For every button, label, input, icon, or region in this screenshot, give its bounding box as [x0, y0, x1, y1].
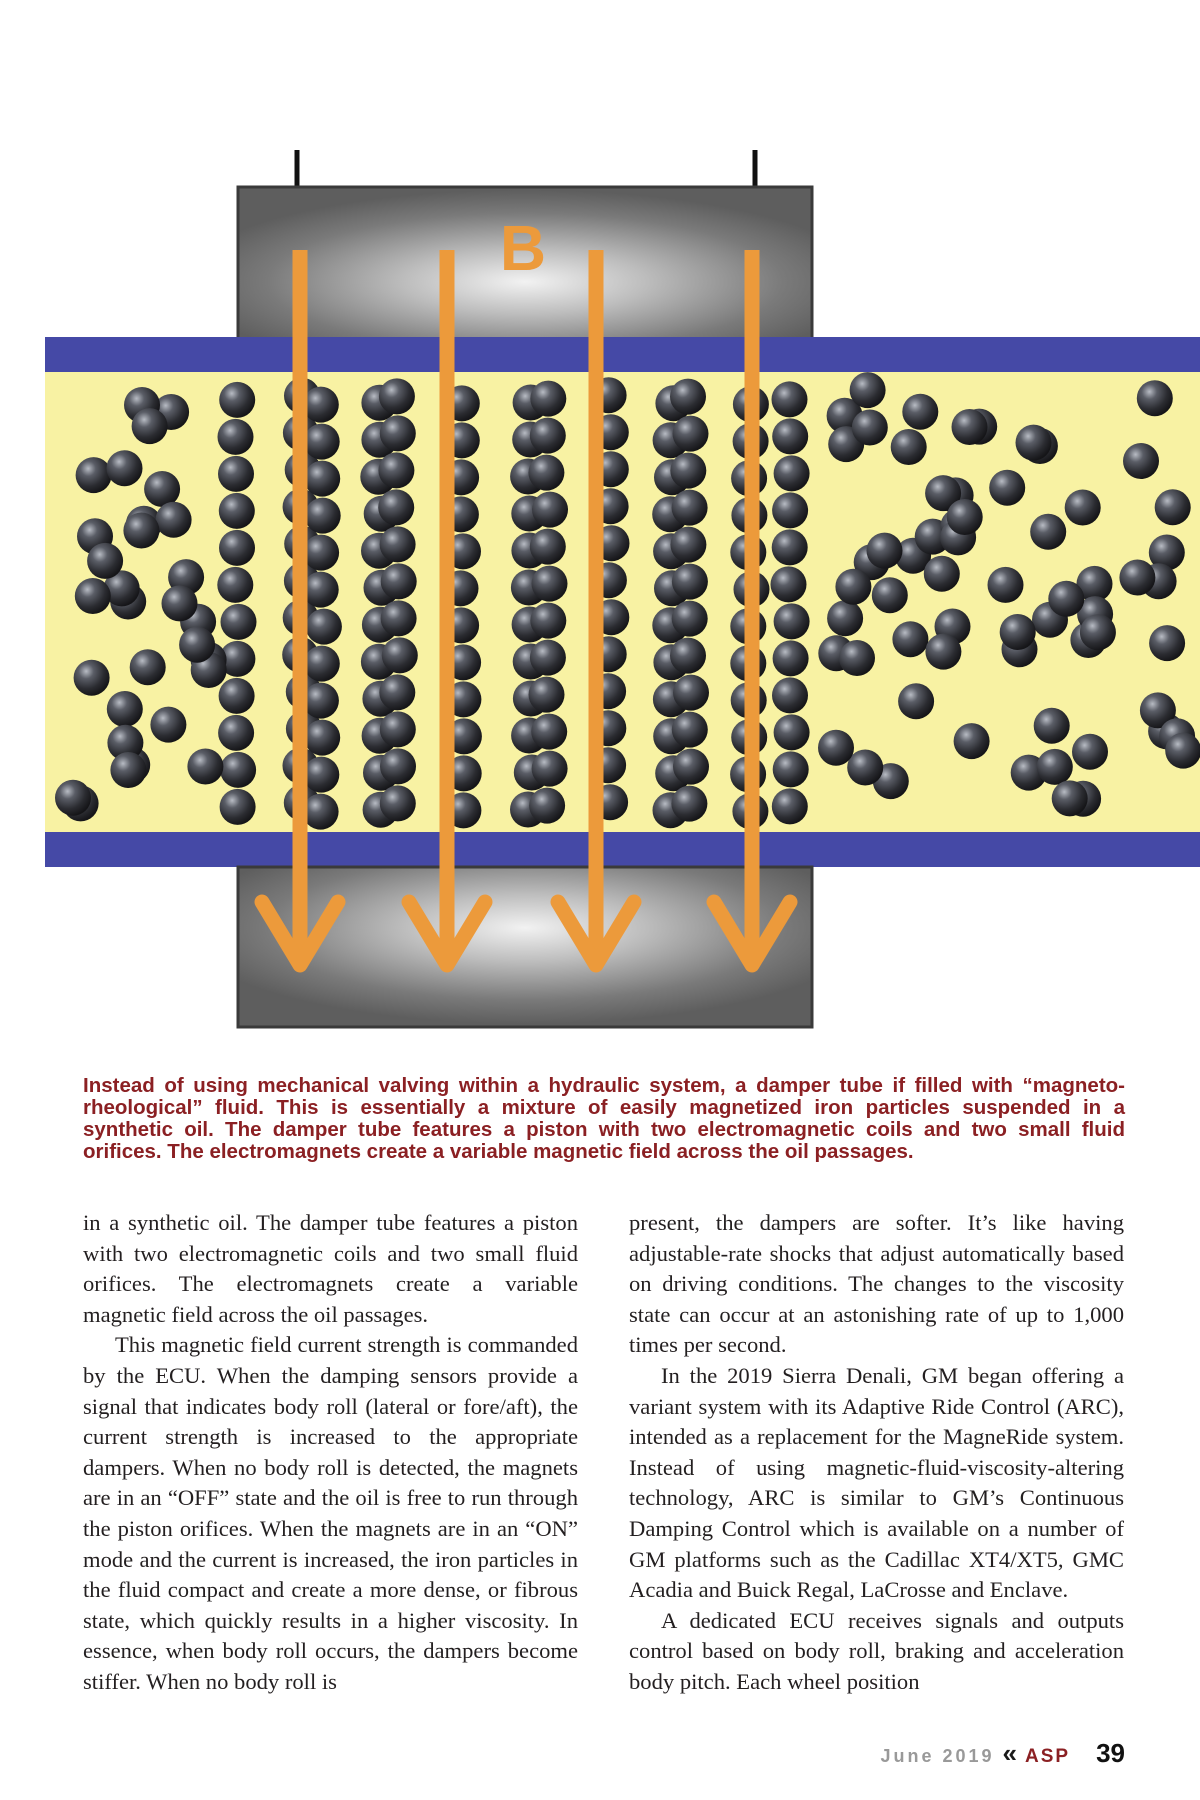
iron-particle: [827, 600, 863, 636]
iron-particle: [220, 789, 256, 825]
iron-particle: [179, 627, 215, 663]
iron-particle: [1072, 734, 1108, 770]
iron-particle: [532, 566, 568, 602]
iron-particle: [672, 490, 708, 526]
iron-particle: [187, 749, 223, 785]
iron-particle: [952, 409, 988, 445]
iron-particle: [988, 567, 1024, 603]
iron-particle: [75, 578, 111, 614]
iron-particle: [902, 394, 938, 430]
page-footer: [880, 1738, 1125, 1769]
iron-particle: [1034, 708, 1070, 744]
iron-particle: [532, 492, 568, 528]
iron-particle: [530, 418, 566, 454]
iron-particle: [774, 714, 810, 750]
iron-particle: [1048, 581, 1084, 617]
body-column-right: [629, 1208, 1124, 1698]
iron-particle: [1123, 443, 1159, 479]
iron-particle: [76, 457, 112, 493]
iron-particle: [162, 585, 198, 621]
iron-particle: [771, 566, 807, 602]
iron-particle: [671, 786, 707, 822]
iron-particle: [217, 567, 253, 603]
iron-particle: [531, 714, 567, 750]
iron-particle: [924, 556, 960, 592]
iron-particle: [672, 564, 708, 600]
iron-particle: [530, 529, 566, 565]
iron-particle: [847, 750, 883, 786]
iron-particle: [107, 691, 143, 727]
iron-particle: [218, 419, 254, 455]
iron-particle: [1052, 780, 1088, 816]
iron-particle: [673, 675, 709, 711]
iron-particle: [818, 730, 854, 766]
iron-particle: [772, 492, 808, 528]
iron-particle: [156, 502, 192, 538]
iron-particle: [872, 577, 908, 613]
iron-particle: [378, 489, 414, 525]
iron-particle: [123, 513, 159, 549]
iron-particle: [306, 609, 342, 645]
iron-particle: [219, 530, 255, 566]
iron-particle: [303, 794, 339, 830]
publication-name: ASP: [1025, 1746, 1071, 1767]
iron-particle: [670, 379, 706, 415]
iron-particle: [673, 749, 709, 785]
iron-particle: [1065, 490, 1101, 526]
iron-particle: [379, 378, 415, 414]
iron-particle: [144, 471, 180, 507]
iron-particle: [304, 424, 340, 460]
iron-particle: [74, 660, 110, 696]
iron-particle: [670, 453, 706, 489]
iron-particle: [892, 621, 928, 657]
magnetic-field-label: B: [499, 212, 547, 284]
iron-particle: [380, 711, 416, 747]
tube-wall-bottom: [45, 832, 1200, 867]
iron-particle: [1165, 733, 1200, 769]
iron-particle: [1037, 749, 1073, 785]
iron-particle: [925, 634, 961, 670]
iron-particle: [530, 603, 566, 639]
iron-particle: [989, 470, 1025, 506]
iron-particle: [380, 748, 416, 784]
iron-particle: [305, 498, 341, 534]
iron-particle: [303, 535, 339, 571]
iron-particle: [304, 461, 340, 497]
iron-particle: [530, 381, 566, 417]
iron-particle: [304, 720, 340, 756]
iron-particle: [382, 637, 418, 673]
iron-particle: [110, 752, 146, 788]
iron-particle: [773, 640, 809, 676]
iron-particle: [303, 757, 339, 793]
magnetorheological-damper-diagram: [0, 150, 1200, 1070]
iron-particle: [670, 638, 706, 674]
iron-particle: [774, 603, 810, 639]
body-column-left: [83, 1208, 578, 1698]
paragraph: in a synthetic oil. The damper tube features a piston with two electromagnetic coils and two small fluid orifices. The electromagnets create a variable magnetic field across the oil passages.: [83, 1210, 578, 1327]
iron-particle: [1137, 380, 1173, 416]
figure-caption: Instead of using mechanical valving within a hydraulic system, a damper tube if filled with “magneto-rheological” fluid. This is essentially a mixture of easily magnetized iron particles suspended in a synthetic oil. The damper tube features a piston with two electromagnetic coils and two small fluid orifices. The electromagnets create a variable magnetic field across the oil passages.: [83, 1074, 1125, 1163]
iron-particle: [380, 526, 416, 562]
iron-particle: [947, 499, 983, 535]
iron-particle: [1155, 489, 1191, 525]
iron-particle: [529, 788, 565, 824]
iron-particle: [673, 416, 709, 452]
iron-particle: [670, 527, 706, 563]
iron-particle: [378, 452, 414, 488]
iron-particle: [1080, 614, 1116, 650]
iron-particle: [87, 543, 123, 579]
iron-particle: [529, 677, 565, 713]
iron-particle: [150, 707, 186, 743]
iron-particle: [132, 408, 168, 444]
iron-particle: [1000, 614, 1036, 650]
iron-particle: [380, 415, 416, 451]
iron-particle: [773, 751, 809, 787]
iron-particle: [219, 382, 255, 418]
iron-particle: [218, 456, 254, 492]
iron-particle: [220, 752, 256, 788]
page-number: 39: [1096, 1738, 1125, 1768]
iron-particle: [772, 381, 808, 417]
iron-particle: [954, 723, 990, 759]
issue-date: June 2019: [880, 1746, 995, 1766]
iron-particle: [55, 780, 91, 816]
tube-wall-top: [45, 337, 1200, 372]
paragraph: In the 2019 Sierra Denali, GM began offering a variant system with its Adaptive Ride Control (ARC), intended as a replacement for the MagneRide system. Instead of using magnetic-fluid-viscosity-altering technology, ARC is similar to GM’s Continuous Damping Control which is available on a number of GM platforms such as the Cadillac XT4/XT5, GMC Acadia and Buick Regal, LaCrosse and Enclave.: [629, 1362, 1124, 1603]
iron-particle: [898, 683, 934, 719]
iron-particle: [380, 785, 416, 821]
iron-particle: [850, 372, 886, 408]
bottom-piston-coil: [238, 867, 812, 1027]
iron-particle: [303, 683, 339, 719]
iron-particle: [304, 646, 340, 682]
iron-particle: [1030, 514, 1066, 550]
iron-particle: [772, 418, 808, 454]
iron-particle: [381, 563, 417, 599]
iron-particle: [1016, 425, 1052, 461]
iron-particle: [528, 455, 564, 491]
paragraph: This magnetic field current strength is commanded by the ECU. When the damping sensors provide a signal that indicates body roll (lateral or fore/aft), the current strength is increased to the appropriate dampers. When no body roll is detected, the magnets are in an “OFF” state and the oil is free to run through the piston orifices. When the magnets are in an “ON” mode and the current is increased, the iron particles in the fluid compact and create a more dense, or fibrous state, which quickly results in a higher viscosity. In essence, when body roll occurs, the dampers become stiffer. When no body roll is: [83, 1332, 578, 1694]
iron-particle: [218, 715, 254, 751]
iron-particle: [835, 569, 871, 605]
iron-particle: [772, 529, 808, 565]
iron-particle: [1149, 625, 1185, 661]
iron-particle: [219, 678, 255, 714]
iron-particle: [530, 640, 566, 676]
iron-particle: [672, 712, 708, 748]
iron-particle: [891, 429, 927, 465]
iron-particle: [130, 649, 166, 685]
iron-particle: [303, 387, 339, 423]
iron-particle: [772, 677, 808, 713]
iron-particle: [221, 604, 257, 640]
iron-particle: [107, 450, 143, 486]
iron-particle: [379, 674, 415, 710]
iron-particle: [1119, 560, 1155, 596]
iron-particle: [867, 533, 903, 569]
iron-particle: [672, 601, 708, 637]
iron-particle: [219, 493, 255, 529]
footer-separator: «: [1002, 1738, 1017, 1768]
iron-particle: [852, 410, 888, 446]
iron-particle: [839, 640, 875, 676]
iron-particle: [772, 788, 808, 824]
iron-particle: [381, 600, 417, 636]
paragraph: A dedicated ECU receives signals and outputs control based on body roll, braking and acceleration body pitch. Each wheel position: [629, 1607, 1124, 1694]
paragraph: present, the dampers are softer. It’s like having adjustable-rate shocks that adjust automatically based on driving conditions. The changes to the viscosity state can occur at an astonishing rate of up to 1,000 times per second.: [629, 1210, 1124, 1358]
iron-particle: [532, 751, 568, 787]
iron-particle: [303, 572, 339, 608]
iron-particle: [774, 455, 810, 491]
